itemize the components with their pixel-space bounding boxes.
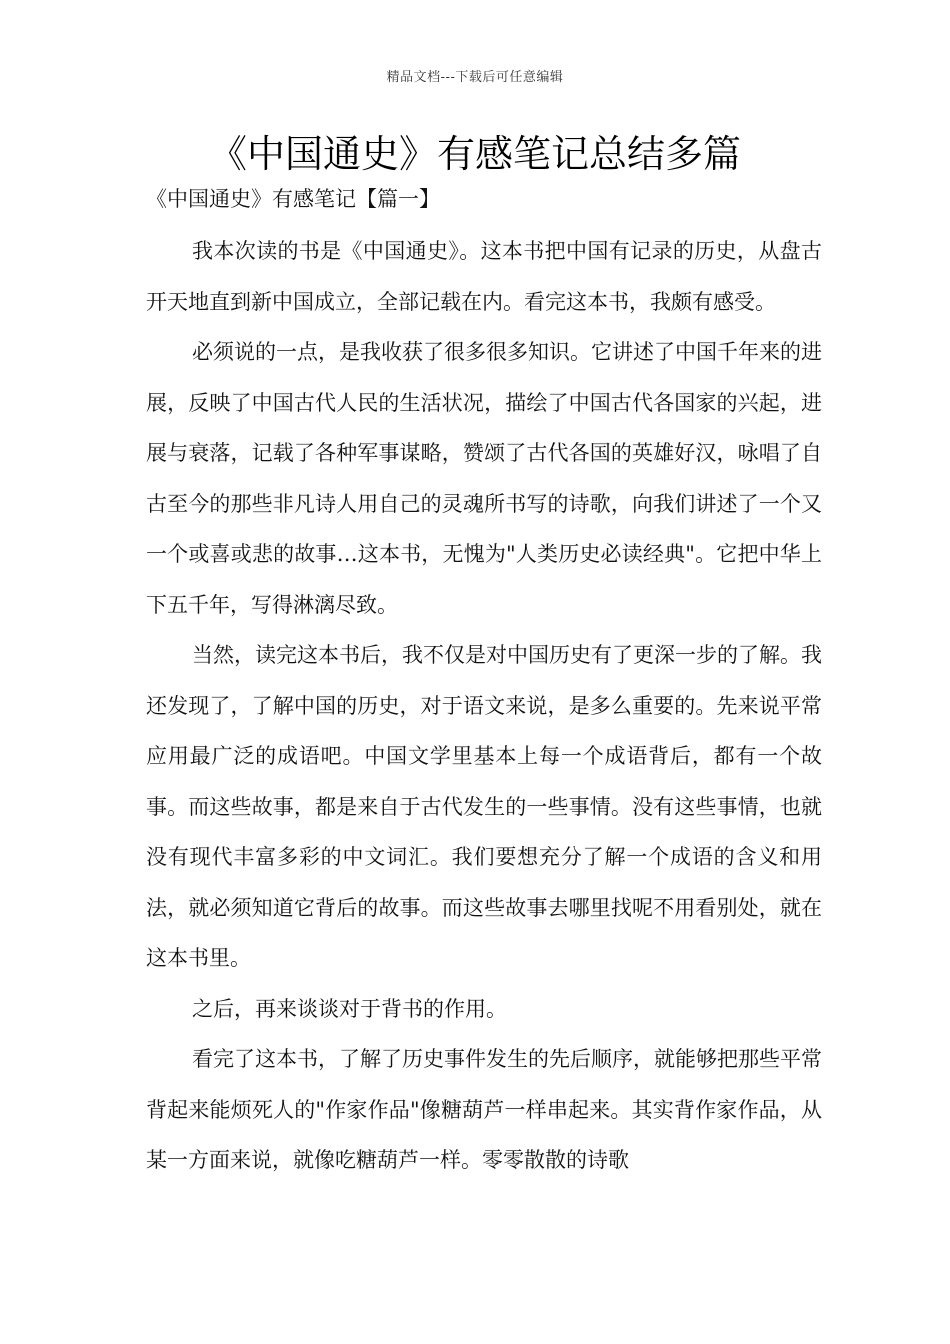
section-heading: 《中国通史》有感笔记【篇一】 [146, 187, 440, 211]
document-title: 《中国通史》有感笔记总结多篇 [208, 132, 741, 176]
paragraph: 必须说的一点，是我收获了很多很多知识。它讲述了中国千年来的进展，反映了中国古代人民的生活状况，描绘了中国古代各国家的兴起，进展与衰落，记载了各种军事谋略，赞颂了古代各国的英雄好汉，咏唱了自古至今的那些非凡诗人用自己的灵魂所书写的诗歌，向我们讲述了一个又一个或喜或悲的故事…这本书，无愧为"人类历史必读经典"。它把中华上下五千年，写得淋漓尽致。 [146, 340, 822, 617]
paragraph: 当然，读完这本书后，我不仅是对中国历史有了更深一步的了解。我还发现了，了解中国的历史，对于语文来说，是多么重要的。先来说平常应用最广泛的成语吧。中国文学里基本上每一个成语背后，都有一个故事。而这些故事，都是来自于古代发生的一些事情。没有这些事情，也就没有现代丰富多彩的中文词汇。我们要想充分了解一个成语的含义和用法，就必须知道它背后的故事。而这些故事去哪里找呢不用看别处，就在这本书里。 [146, 643, 822, 970]
paragraph: 之后，再来谈谈对于背书的作用。 [192, 996, 507, 1021]
document-body [146, 226, 822, 1186]
paragraph: 看完了这本书，了解了历史事件发生的先后顺序，就能够把那些平常背起来能烦死人的"作家作品"像糖葫芦一样串起来。其实背作家作品，从某一方面来说，就像吃糖葫芦一样。零零散散的诗歌 [146, 1047, 822, 1172]
paragraph: 我本次读的书是《中国通史》。这本书把中国有记录的历史，从盘古开天地直到新中国成立，全部记载在内。看完这本书，我颇有感受。 [146, 239, 822, 314]
header-note: 精品文档---下载后可任意编辑 [386, 70, 564, 85]
